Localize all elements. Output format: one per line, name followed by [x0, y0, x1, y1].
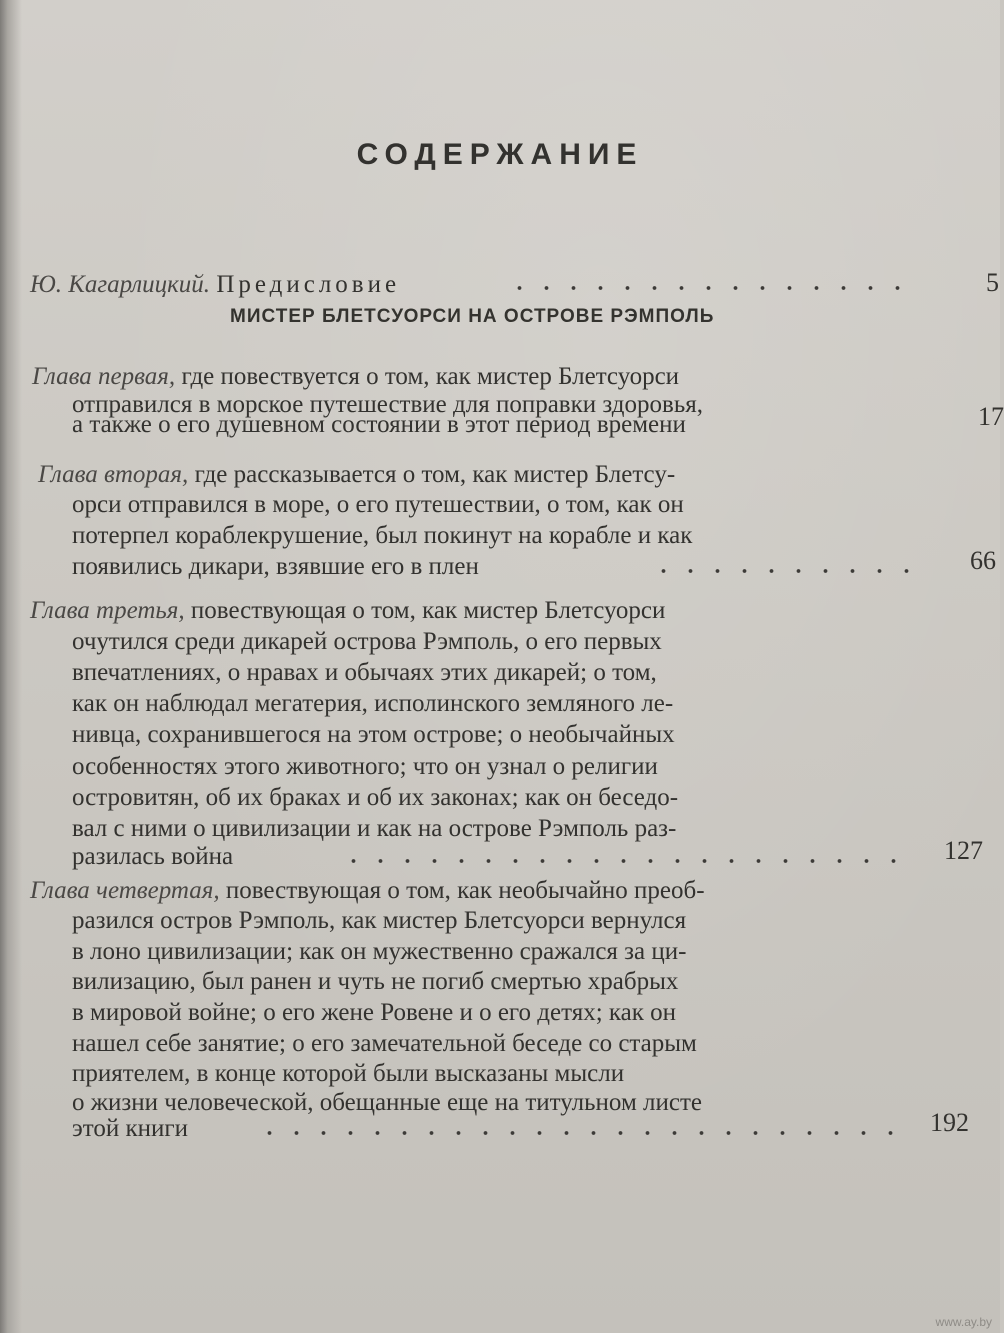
chapter-1-label: Глава первая, [32, 363, 176, 390]
chapter-2-line-2: орси отправился в море, о его путешествии, о том, как он [72, 491, 684, 518]
chapter-4-line-1 [30, 876, 705, 906]
chapter-3-line-3: впечатлениях, о нравах и обычаях этих дикарей; о том, [72, 659, 657, 686]
chapter-3-line-7: островитян, об их браках и об их законах; как он беседо- [72, 784, 679, 811]
preface-entry [30, 270, 400, 300]
chapter-4-line-8: о жизни человеческой, обещанные еще на титульном листе [72, 1089, 702, 1116]
chapter-2-line-3: потерпел кораблекрушение, был покинут на корабле и как [72, 522, 693, 549]
chapter-3-line-2: очутился среди дикарей острова Рэмполь, о его первых [72, 628, 662, 655]
dot-leader [340, 858, 910, 864]
chapter-4-page-number: 192 [930, 1108, 969, 1137]
contents-heading: СОДЕРЖАНИЕ [356, 138, 644, 171]
chapter-3-line-5: нивца, сохранившегося на этом острове; о необычайных [72, 721, 675, 748]
chapter-2-label: Глава вторая, [38, 461, 189, 488]
section-title: МИСТЕР БЛЕТСУОРСИ НА ОСТРОВЕ РЭМПОЛЬ [230, 306, 715, 327]
chapter-3-line-9: разилась война [72, 843, 234, 870]
chapter-4-line-5: в мировой войне; о его жене Ровене и о его детях; как он [72, 999, 677, 1026]
chapter-4-line-9: этой книги [72, 1115, 188, 1142]
preface-title: Предисловие [216, 271, 401, 298]
chapter-3-line-6: особенностях этого животного; что он узнал о религии [72, 753, 658, 780]
chapter-4-line-7: приятелем, в конце которой были высказаны мысли [72, 1060, 625, 1087]
dot-leader [650, 568, 920, 574]
dot-leader [506, 285, 916, 291]
dot-leader [256, 1130, 896, 1136]
chapter-1-line-3: а также о его душевном состоянии в этот период времени [72, 411, 686, 438]
chapter-4-line-3: в лоно цивилизации; как он мужественно сражался за ци- [72, 938, 687, 965]
preface-author: Ю. Кагарлицкий. [30, 271, 211, 298]
chapter-4-line-4: вилизацию, был ранен и чуть не погиб смертью храбрых [72, 968, 679, 995]
chapter-4-line-2: разился остров Рэмполь, как мистер Блетсуорси вернулся [72, 907, 687, 934]
preface-page-number: 5 [986, 268, 999, 297]
chapter-1-page-number: 17 [978, 402, 1004, 431]
chapter-3-line-4: как он наблюдал мегатерия, исполинского земляного ле- [72, 690, 674, 717]
watermark: www.ay.by [935, 1315, 992, 1329]
chapter-2-text: где рассказывается о том, как мистер Блетсу- [194, 461, 676, 488]
chapter-1-text: где повествуется о том, как мистер Блетсуорси [181, 363, 680, 390]
spine-shadow [0, 0, 22, 1333]
chapter-3-page-number: 127 [944, 836, 983, 865]
chapter-3-text: повествующая о том, как мистер Блетсуорси [190, 597, 666, 624]
chapter-3-line-8: вал с ними о цивилизации и как на острове Рэмполь раз- [72, 815, 677, 842]
chapter-3-line-1 [30, 596, 665, 626]
chapter-2-line-4: появились дикари, взявшие его в плен [72, 553, 479, 580]
chapter-4-line-6: нашел себе занятие; о его замечательной беседе со старым [72, 1030, 697, 1057]
chapter-4-label: Глава четвертая, [30, 877, 220, 904]
chapter-4-text: повествующая о том, как необычайно преоб- [225, 877, 705, 904]
chapter-2-line-1 [38, 460, 675, 490]
chapter-3-label: Глава третья, [30, 597, 185, 624]
chapter-1-line-1 [32, 362, 679, 392]
chapter-1-line-2: отправился в морское путешествие для поправки здоровья, [72, 391, 703, 418]
chapter-2-page-number: 66 [970, 546, 996, 575]
